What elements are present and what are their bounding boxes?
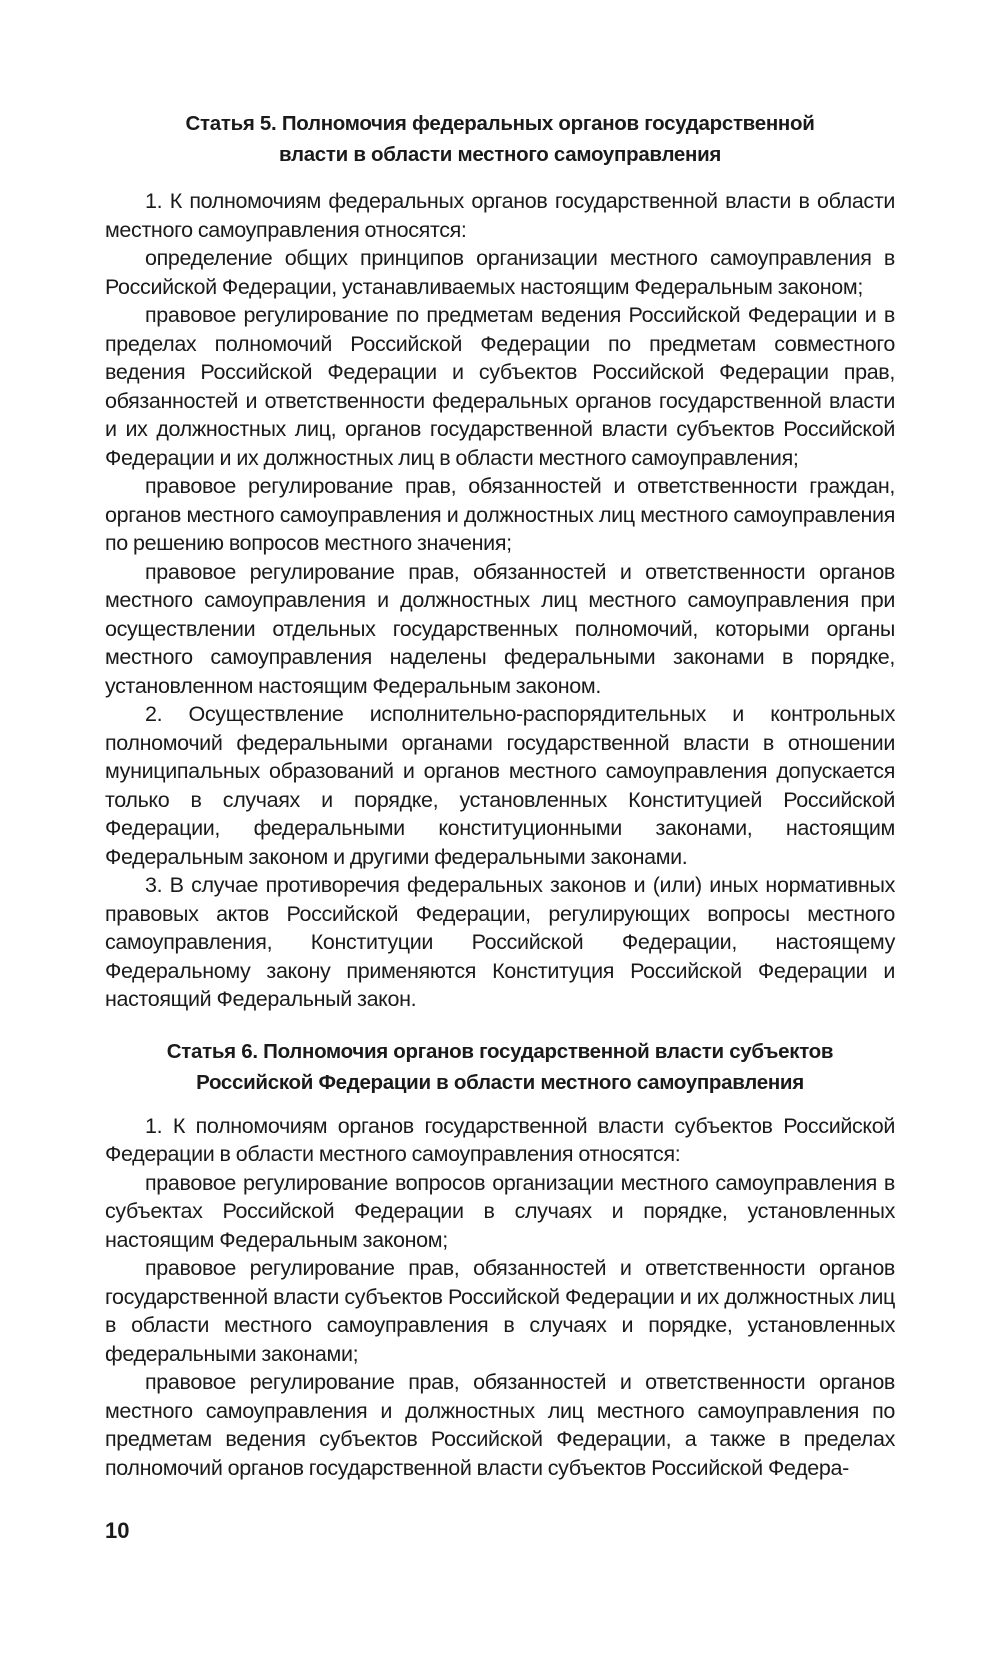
article-5-paragraph: определение общих принципов организации местного самоуправления в Российской Федерации, устанавливаемых настоящим Федеральным законом; xyxy=(105,246,895,299)
article-6-paragraph: правовое регулирование вопросов организации местного самоуправления в субъектах Российской Федерации в случаях и порядке, установленных настоящим Федеральным законом; xyxy=(105,1170,895,1252)
article-5-paragraph: 1. К полномочиям федеральных органов государственной власти в области местного самоуправления относятся: xyxy=(105,189,895,242)
article-5-heading xyxy=(145,108,855,170)
article-6-heading xyxy=(145,1036,855,1098)
article-6-title-line-1: Статья 6. Полномочия органов государственной власти субъектов xyxy=(166,1039,834,1063)
article-5-paragraph: 2. Осуществление исполнительно-распорядительных и контрольных полномочий федеральными органами государственной власти в отношении муниципальных образований и органов местного самоуправления допускается только в случаях и порядке, установленных Конституцией Российской Федерации, федеральными конституционными законами, настоящим Федеральным законом и другими федеральными законами. xyxy=(105,702,895,869)
article-5-title-line-1: Статья 5. Полномочия федеральных органов государственной xyxy=(185,112,815,135)
article-6-paragraph: правовое регулирование прав, обязанностей и ответственности органов государственной власти субъектов Российской Федерации и их должностных лиц в области местного самоуправления в случаях и порядке, установленных федеральными законами; xyxy=(105,1256,895,1366)
article-6-paragraph: 1. К полномочиям органов государственной власти субъектов Российской Федерации в области местного самоуправления относятся: xyxy=(105,1113,895,1166)
article-5-paragraph: правовое регулирование прав, обязанностей и ответственности граждан, органов местного самоуправления и должностных лиц местного самоуправления по решению вопросов местного значения; xyxy=(105,474,895,555)
article-6-title-line-2: Российской Федерации в области местного самоуправления xyxy=(196,1070,804,1094)
article-6-body xyxy=(105,1112,895,1483)
article-5-paragraph: 3. В случае противоречия федеральных законов и (или) иных нормативных правовых актов Российской Федерации, регулирующих вопросы местного самоуправления, Конституции Российской Федерации, настоящему Федеральному закону применяются Конституция Российской Федерации и настоящий Федеральный закон. xyxy=(105,873,895,1011)
page-number: 10 xyxy=(105,1518,130,1543)
article-5-title-line-2: власти в области местного самоуправления xyxy=(278,143,722,166)
article-5-body xyxy=(105,187,895,1014)
article-5-paragraph: правовое регулирование прав, обязанностей и ответственности органов местного самоуправления и должностных лиц местного самоуправления при осуществлении отдельных государственных полномочий, которыми органы местного самоуправления наделены федеральными законами в порядке, установленном настоящим Федеральным законом. xyxy=(105,559,895,698)
article-5-paragraph: правовое регулирование по предметам ведения Российской Федерации и в пределах полномочий Российской Федерации по предметам совместного ведения Российской Федерации и субъектов Российской Федерации прав, обязанностей и ответственности федеральных органов государственной власти и их должностных лиц, органов государственной власти субъектов Российской Федерации и их должностных лиц в области местного самоуправления; xyxy=(105,303,895,470)
article-6-paragraph: правовое регулирование прав, обязанностей и ответственности органов местного самоуправления и должностных лиц местного самоуправления по предметам ведения субъектов Российской Федерации, а также в пределах полномочий органов государственной власти субъектов Российской Федера- xyxy=(105,1370,895,1480)
page-body xyxy=(105,108,895,1482)
